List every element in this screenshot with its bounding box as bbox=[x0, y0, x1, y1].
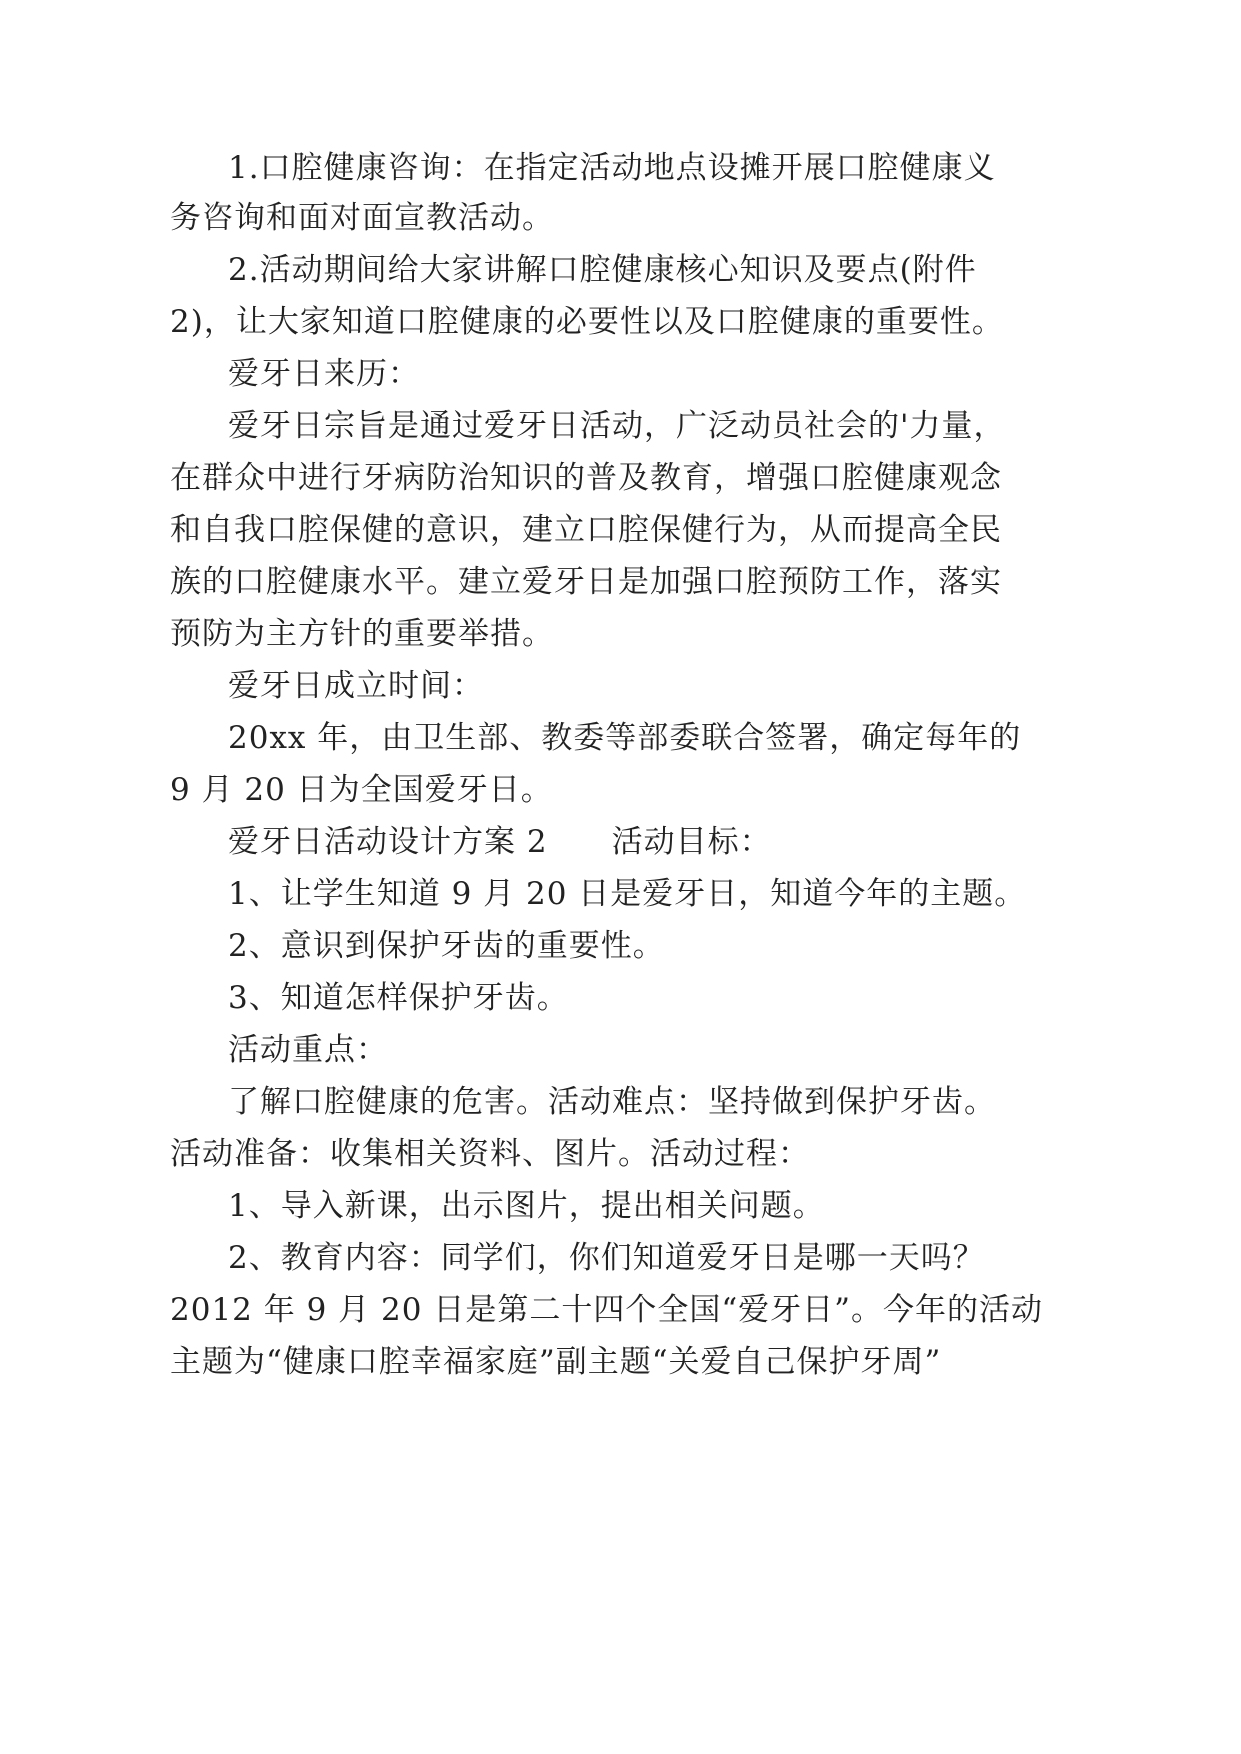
text-line: 3、知道怎样保护牙齿。 bbox=[228, 980, 569, 1016]
text-line: 活动准备：收集相关资料、图片。活动过程： bbox=[170, 1136, 810, 1172]
text-line: 族的口腔健康水平。建立爱牙日是加强口腔预防工作，落实 bbox=[170, 564, 1002, 600]
text-line: 1、导入新课，出示图片，提出相关问题。 bbox=[228, 1188, 825, 1224]
text-line: 20xx 年，由卫生部、教委等部委联合签署，确定每年的 bbox=[228, 720, 1022, 756]
text-line: 预防为主方针的重要举措。 bbox=[170, 616, 554, 652]
text-line: 和自我口腔保健的意识，建立口腔保健行为，从而提高全民 bbox=[170, 512, 1002, 548]
text-line: 务咨询和面对面宣教活动。 bbox=[170, 200, 554, 236]
text-line: 9 月 20 日为全国爱牙日。 bbox=[170, 772, 553, 808]
text-line: 2、教育内容：同学们，你们知道爱牙日是哪一天吗？ bbox=[228, 1240, 985, 1276]
text-line: 爱牙日来历： bbox=[228, 356, 420, 392]
text-line: 爱牙日活动设计方案 2 活动目标： bbox=[228, 824, 772, 860]
text-line: 2.活动期间给大家讲解口腔健康核心知识及要点(附件 bbox=[228, 252, 977, 288]
text-line: 2、意识到保护牙齿的重要性。 bbox=[228, 928, 665, 964]
text-line: 2)，让大家知道口腔健康的必要性以及口腔健康的重要性。 bbox=[170, 304, 1004, 340]
text-line: 1.口腔健康咨询：在指定活动地点设摊开展口腔健康义 bbox=[228, 150, 996, 186]
text-line: 了解口腔健康的危害。活动难点：坚持做到保护牙齿。 bbox=[228, 1084, 996, 1120]
text-line: 爱牙日宗旨是通过爱牙日活动，广泛动员社会的'力量， bbox=[228, 408, 1006, 444]
text-line: 1、让学生知道 9 月 20 日是爱牙日，知道今年的主题。 bbox=[228, 876, 1027, 912]
text-line: 主题为“健康口腔幸福家庭”副主题“关爱自己保护牙周” bbox=[170, 1344, 942, 1380]
text-line: 活动重点： bbox=[228, 1032, 388, 1068]
text-line: 2012 年 9 月 20 日是第二十四个全国“爱牙日”。今年的活动 bbox=[170, 1292, 1044, 1328]
text-line: 在群众中进行牙病防治知识的普及教育，增强口腔健康观念 bbox=[170, 460, 1002, 496]
text-line: 爱牙日成立时间： bbox=[228, 668, 484, 704]
